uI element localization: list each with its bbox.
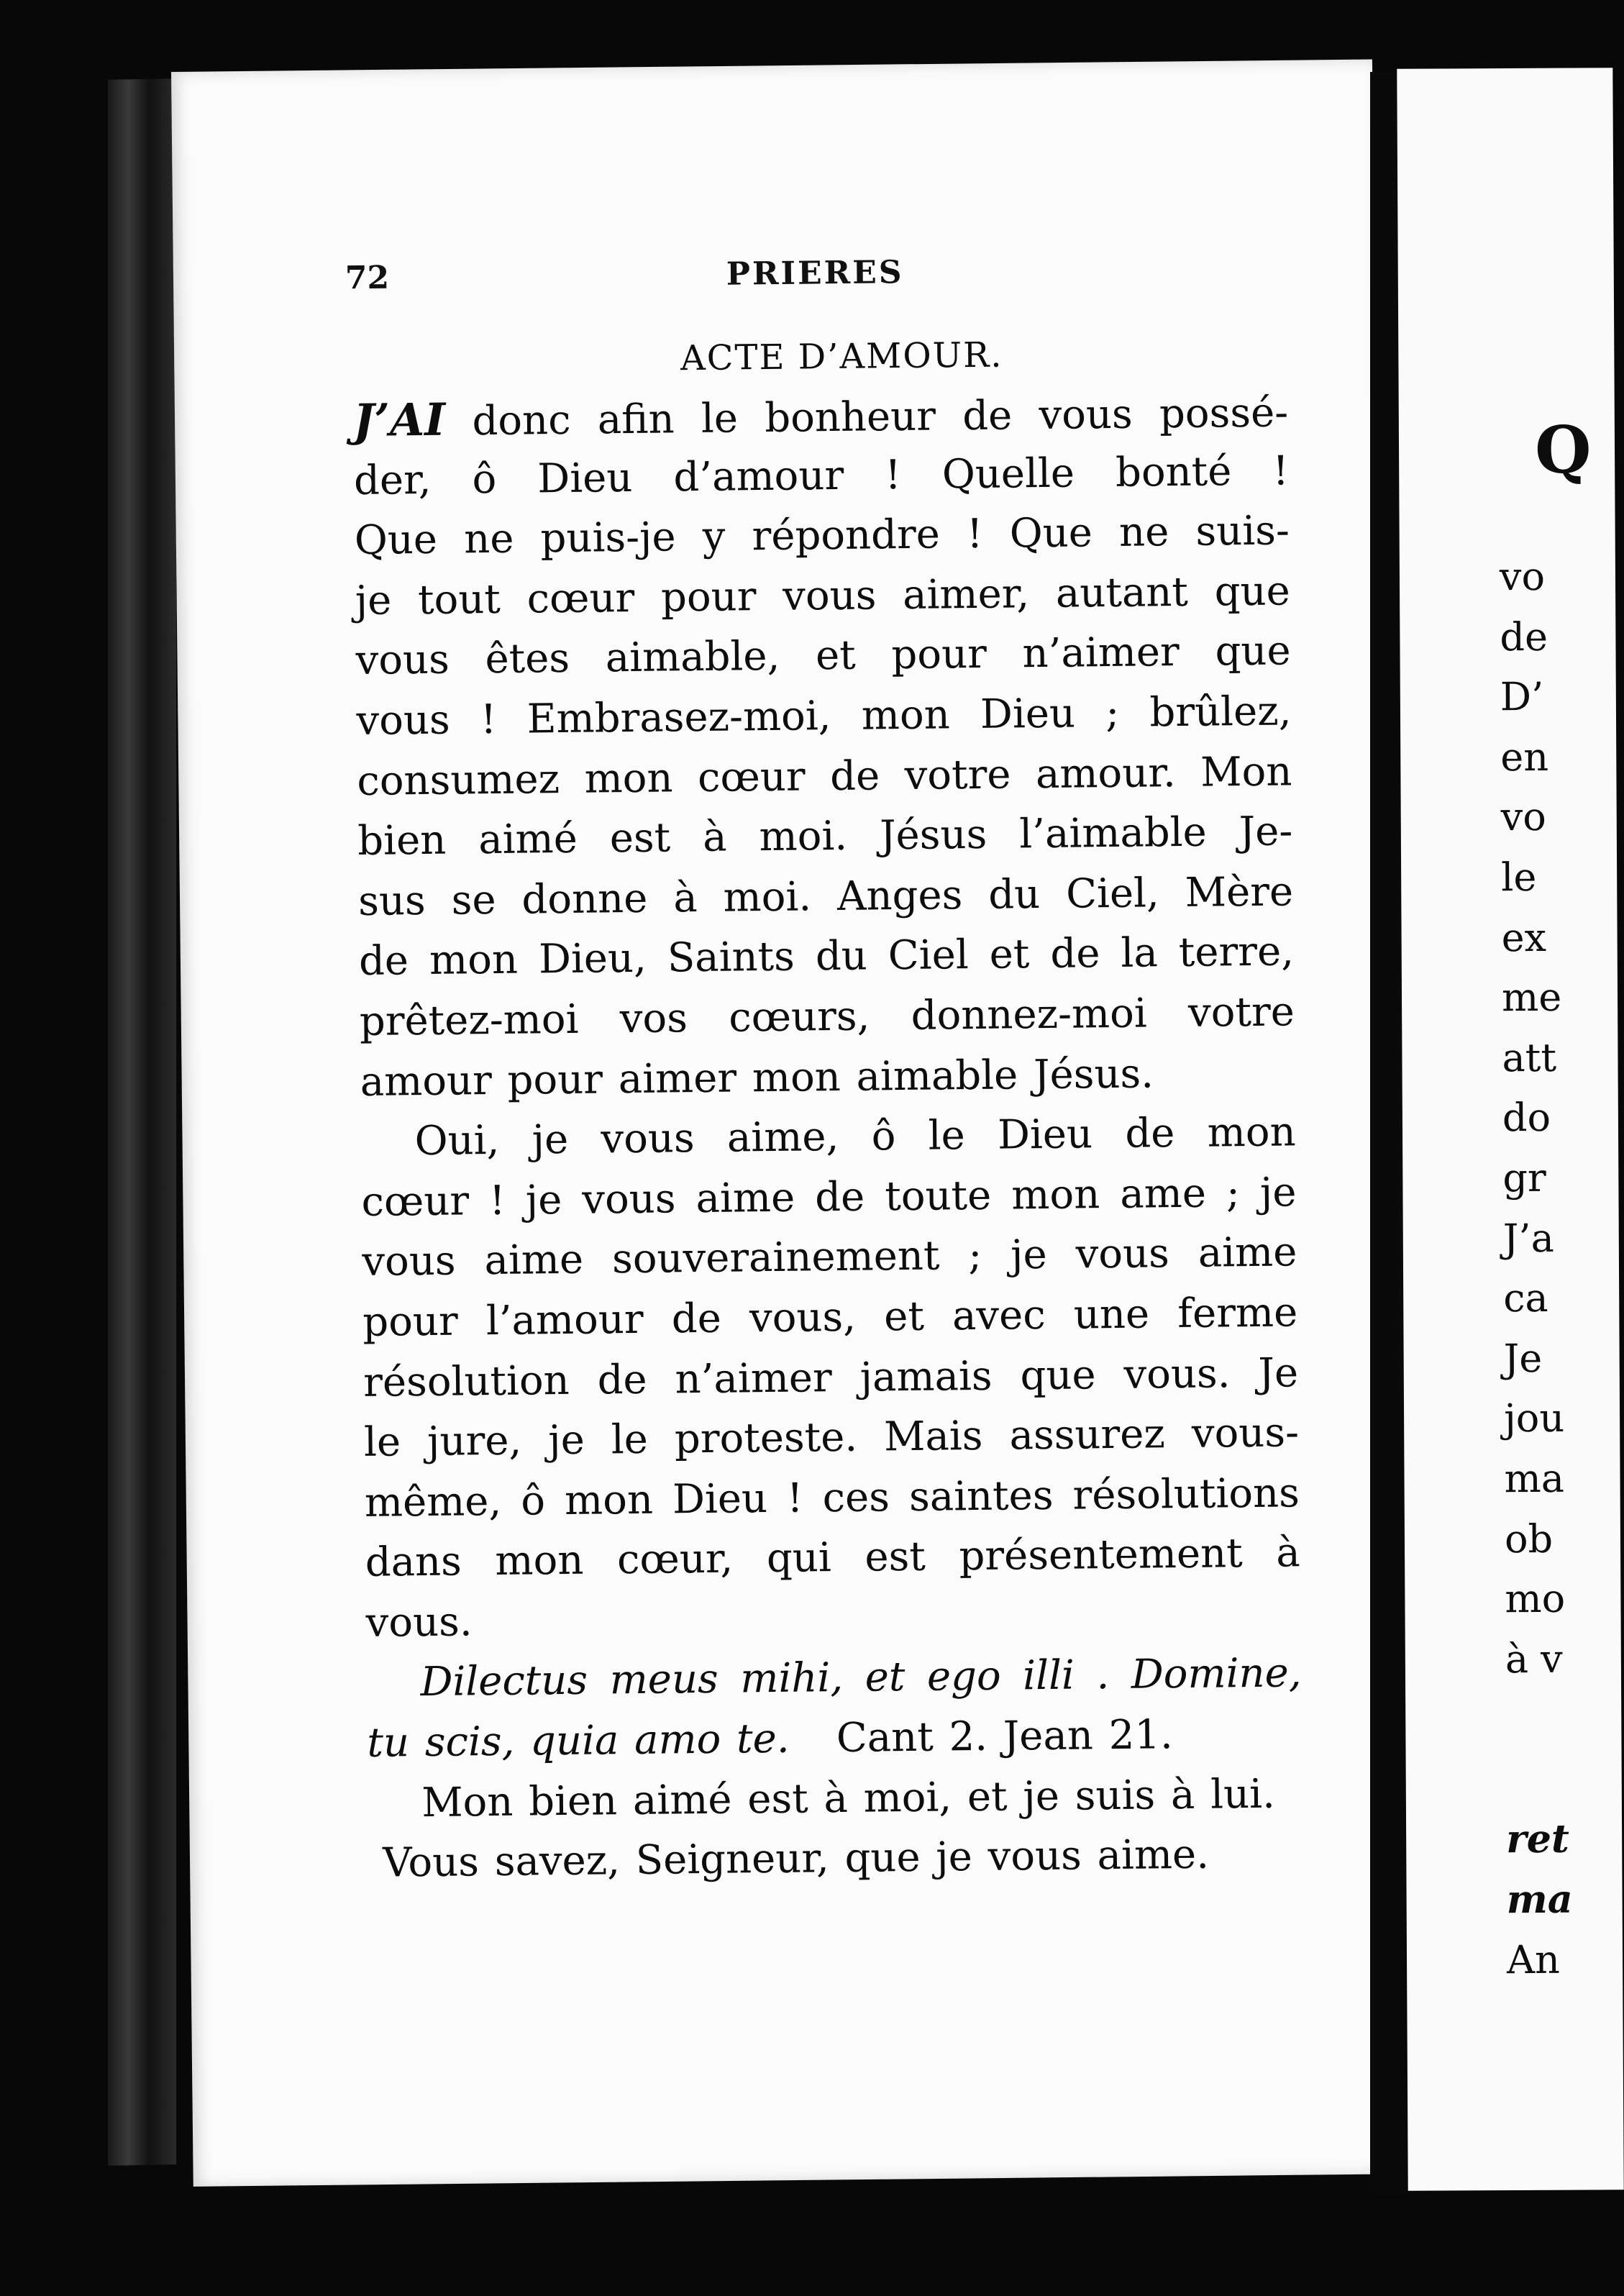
text-line: sus se donne à moi. Anges du Ciel, Mère <box>357 868 1294 925</box>
latin-quote <box>366 1644 1303 1774</box>
scripture-reference: Cant 2. Jean 21. <box>836 1711 1174 1762</box>
fragment-spacer <box>1505 1689 1572 1749</box>
text-line: consumez mon cœur de votre amour. Mon <box>357 747 1292 805</box>
text-line: vous aime souverainement ; je vous aime <box>362 1229 1297 1286</box>
fragment-line: ma <box>1504 1455 1565 1502</box>
translation <box>368 1764 1304 1894</box>
text-line: résolution de n’aimer jamais que vous. Je <box>362 1349 1299 1406</box>
text-line: cœur ! je vous aime de toute mon ame ; je <box>361 1169 1297 1226</box>
text-line: pour l’amour de vous, et avec une ferme <box>362 1289 1298 1346</box>
translation-line: Vous savez, Seigneur, que je vous aime. <box>382 1831 1210 1887</box>
fragment-line: jou <box>1503 1395 1565 1441</box>
text-line: bien aimé est à moi. Jésus l’aimable Je- <box>357 808 1293 865</box>
fragment-line: An <box>1506 1936 1560 1982</box>
fragment-line: vo <box>1499 553 1546 600</box>
fragment-line: do <box>1502 1095 1551 1141</box>
running-title: PRIERES <box>726 254 904 293</box>
translation-line: Mon bien aimé est à moi, et je suis à lui. <box>421 1770 1276 1826</box>
text-line: le jure, je le proteste. Mais assurez vous- <box>363 1409 1300 1467</box>
fragment-line: à v <box>1505 1636 1563 1682</box>
fragment-line: ob <box>1504 1516 1554 1562</box>
fragment-line: me <box>1501 974 1562 1021</box>
text-line <box>353 381 1289 450</box>
latin-line-2 <box>367 1703 1303 1773</box>
right-page-fragments <box>1499 411 1592 1990</box>
fragment-line: le <box>1500 854 1537 901</box>
fragment-line: mo <box>1505 1575 1566 1622</box>
text-line: Oui, je vous aime, ô le Dieu de mon <box>414 1108 1296 1165</box>
fragment-line: en <box>1500 734 1549 780</box>
text-line: dans mon cœur, qui est présentement à <box>365 1529 1301 1587</box>
right-page-drop-cap: Q <box>1534 411 1592 488</box>
text-line: vous ! Embrasez-moi, mon Dieu ; brûlez, <box>356 688 1292 744</box>
fragment-line: ma <box>1506 1875 1573 1923</box>
fragment-line: ex <box>1501 914 1547 960</box>
text-line: der, ô Dieu d’amour ! Quelle bonté ! <box>353 447 1290 504</box>
fragment-spacer <box>1506 1749 1573 1810</box>
text-line: vous. <box>365 1598 473 1646</box>
fragment-line: att <box>1502 1034 1557 1080</box>
latin-line: Dilectus meus mihi, et ego illi . Domine, <box>420 1649 1302 1706</box>
page-number: 72 <box>345 259 390 297</box>
paragraph-1 <box>353 381 1295 1112</box>
text-line: de mon Dieu, Saints du Ciel et de la terre, <box>358 928 1295 985</box>
fragment-line: gr <box>1502 1154 1546 1201</box>
fragment-line: D’ <box>1500 674 1544 720</box>
paragraph-2 <box>360 1102 1301 1653</box>
section-title-rest: CTE D’AMOUR. <box>706 334 1003 378</box>
text-line: prêtez-moi vos cœurs, donnez-moi votre <box>359 988 1295 1045</box>
drop-cap: J’AI <box>352 393 446 447</box>
book-spine-edge <box>108 78 176 2166</box>
latin-italic: tu scis, quia amo te. <box>367 1715 790 1767</box>
main-text <box>352 332 1304 1893</box>
text-line: vous êtes aimable, et pour n’aimer que <box>355 627 1291 685</box>
text-line: Que ne puis-je y répondre ! Que ne suis- <box>354 507 1290 565</box>
fragment-line: ret <box>1505 1816 1570 1862</box>
fragment-line: J’a <box>1502 1215 1554 1261</box>
page-header <box>345 251 1209 318</box>
fragment-line: ca <box>1503 1275 1548 1321</box>
text-line: je tout cœur pour vous aimer, autant que <box>355 568 1291 624</box>
text-line-content: donc afin le bonheur de vous possé- <box>444 389 1289 445</box>
fragment-line: Je <box>1503 1335 1543 1381</box>
fragment-line: vo <box>1500 794 1546 840</box>
fragment-line: de <box>1500 614 1548 660</box>
text-line: même, ô mon Dieu ! ces saintes résolutions <box>364 1469 1300 1526</box>
section-title-initial: A <box>680 337 707 379</box>
text-line: amour pour aimer mon aimable Jésus. <box>360 1049 1154 1106</box>
